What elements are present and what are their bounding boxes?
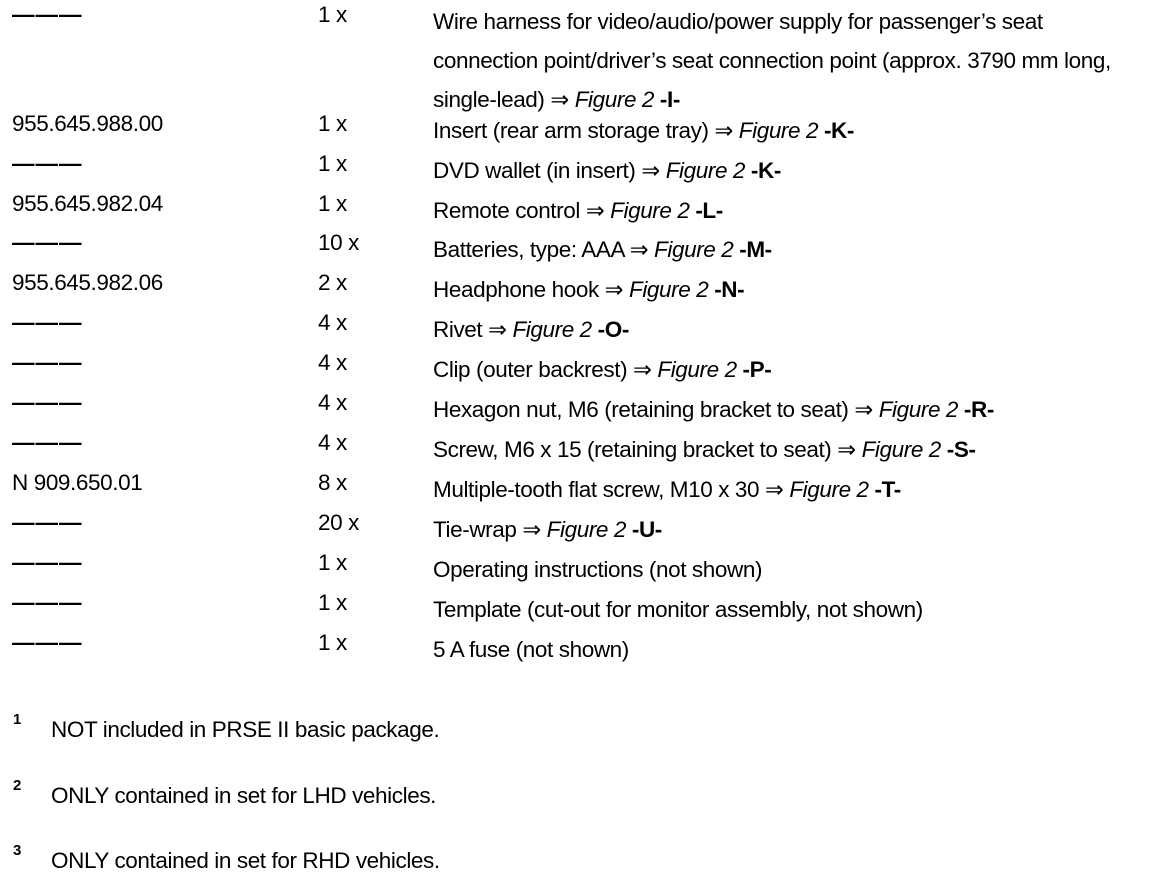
- quantity: 1 x: [318, 550, 347, 575]
- description-text: Screw, M6 x 15 (retaining bracket to seat): [433, 437, 832, 462]
- description-text: Wire harness for video/audio/power supply for passenger’s seat connection point/driver’s seat connection point (approx. 3790 mm long, single-lead): [433, 9, 1111, 112]
- footnote-text: ONLY contained in set for RHD vehicles.: [51, 848, 440, 873]
- figure-reference: Figure 2: [654, 237, 734, 262]
- quantity: 10 x: [318, 230, 359, 255]
- part-description: [433, 550, 1138, 589]
- part-number: ———: [12, 430, 83, 455]
- quantity: 1 x: [318, 2, 347, 27]
- footnote-number: 2: [13, 777, 21, 794]
- figure-item-letter: -M-: [739, 237, 772, 262]
- part-number: ———: [12, 310, 83, 335]
- reference-arrow-icon: ⇒: [604, 277, 624, 302]
- figure-item-letter: -N-: [714, 277, 745, 302]
- description-text: 5 A fuse (not shown): [433, 637, 629, 662]
- part-number: ———: [12, 550, 83, 575]
- description-text: DVD wallet (in insert): [433, 158, 636, 183]
- figure-item-letter: -K-: [823, 118, 855, 143]
- quantity: 2 x: [318, 270, 347, 295]
- figure-reference: Figure 2: [574, 87, 655, 112]
- part-number: ———: [12, 230, 83, 255]
- description-text: Template (cut-out for monitor assembly, not shown): [433, 597, 923, 622]
- part-number: ———: [12, 390, 83, 415]
- figure-item-letter: -U-: [631, 517, 662, 542]
- figure-reference: Figure 2: [789, 477, 869, 502]
- figure-item-letter: -O-: [597, 317, 629, 342]
- quantity: 8 x: [318, 470, 347, 495]
- figure-reference: Figure 2: [628, 277, 709, 302]
- part-description: [433, 270, 1138, 309]
- figure-reference: Figure 2: [665, 158, 746, 183]
- part-description: [433, 191, 1138, 230]
- figure-reference: Figure 2: [657, 357, 737, 382]
- part-description: [433, 230, 1138, 269]
- reference-arrow-icon: ⇒: [765, 477, 784, 502]
- figure-item-letter: -I-: [659, 87, 680, 112]
- part-number: 955.645.982.06: [12, 270, 163, 295]
- figure-reference: Figure 2: [861, 437, 941, 462]
- reference-arrow-icon: ⇒: [629, 237, 649, 262]
- reference-arrow-icon: ⇒: [550, 87, 569, 112]
- quantity: 1 x: [318, 630, 347, 655]
- footnote-number: 1: [13, 711, 21, 728]
- part-number: ———: [12, 510, 83, 535]
- part-description: [433, 310, 1138, 349]
- part-number: 955.645.988.00: [12, 111, 163, 136]
- description-text: Operating instructions (not shown): [433, 557, 763, 582]
- part-number: ———: [12, 350, 83, 375]
- footnote-number: 3: [13, 842, 21, 859]
- reference-arrow-icon: ⇒: [585, 198, 605, 223]
- figure-item-letter: -R-: [963, 397, 994, 422]
- quantity: 20 x: [318, 510, 359, 535]
- quantity: 1 x: [318, 111, 347, 136]
- quantity: 4 x: [318, 430, 347, 455]
- figure-reference: Figure 2: [878, 397, 959, 422]
- part-number: N 909.650.01: [12, 470, 143, 495]
- part-description: [433, 111, 1138, 150]
- description-text: Multiple-tooth flat screw, M10 x 30: [433, 477, 760, 502]
- footnote-text: ONLY contained in set for LHD vehicles.: [51, 783, 437, 808]
- reference-arrow-icon: ⇒: [488, 317, 507, 342]
- part-description: [433, 350, 1138, 389]
- figure-reference: Figure 2: [610, 198, 690, 223]
- description-text: Headphone hook: [433, 277, 599, 302]
- description-text: Hexagon nut, M6 (retaining bracket to seat): [433, 397, 849, 422]
- quantity: 1 x: [318, 151, 347, 176]
- part-description: [433, 151, 1138, 190]
- part-number: ———: [12, 630, 83, 655]
- part-description: [433, 430, 1138, 469]
- reference-arrow-icon: ⇒: [633, 357, 652, 382]
- description-text: Insert (rear arm storage tray): [433, 118, 709, 143]
- reference-arrow-icon: ⇒: [522, 517, 541, 542]
- part-description: [433, 470, 1138, 509]
- reference-arrow-icon: ⇒: [854, 397, 873, 422]
- description-text: Remote control: [433, 198, 580, 223]
- figure-item-letter: -T-: [874, 477, 901, 502]
- description-text: Clip (outer backrest): [433, 357, 628, 382]
- quantity: 4 x: [318, 390, 347, 415]
- footnote-text: NOT included in PRSE II basic package.: [51, 717, 440, 742]
- reference-arrow-icon: ⇒: [714, 118, 733, 143]
- part-number: ———: [12, 2, 83, 27]
- figure-item-letter: -S-: [946, 437, 976, 462]
- reference-arrow-icon: ⇒: [641, 158, 660, 183]
- quantity: 1 x: [318, 191, 347, 216]
- part-number: ———: [12, 151, 83, 176]
- quantity: 1 x: [318, 590, 347, 615]
- figure-reference: Figure 2: [546, 517, 626, 542]
- figure-reference: Figure 2: [512, 317, 592, 342]
- part-description: [433, 390, 1138, 429]
- description-text: Tie-wrap: [433, 517, 517, 542]
- part-number: ———: [12, 590, 83, 615]
- part-description: [433, 630, 1138, 669]
- figure-item-letter: -L-: [695, 198, 723, 223]
- reference-arrow-icon: ⇒: [837, 437, 856, 462]
- figure-item-letter: -K-: [750, 158, 781, 183]
- part-description: [433, 510, 1138, 549]
- figure-reference: Figure 2: [738, 118, 819, 143]
- quantity: 4 x: [318, 350, 347, 375]
- quantity: 4 x: [318, 310, 347, 335]
- part-description: [433, 2, 1138, 119]
- part-description: [433, 590, 1138, 629]
- figure-item-letter: -P-: [742, 357, 772, 382]
- description-text: Batteries, type: AAA: [433, 237, 624, 262]
- part-number: 955.645.982.04: [12, 191, 163, 216]
- description-text: Rivet: [433, 317, 483, 342]
